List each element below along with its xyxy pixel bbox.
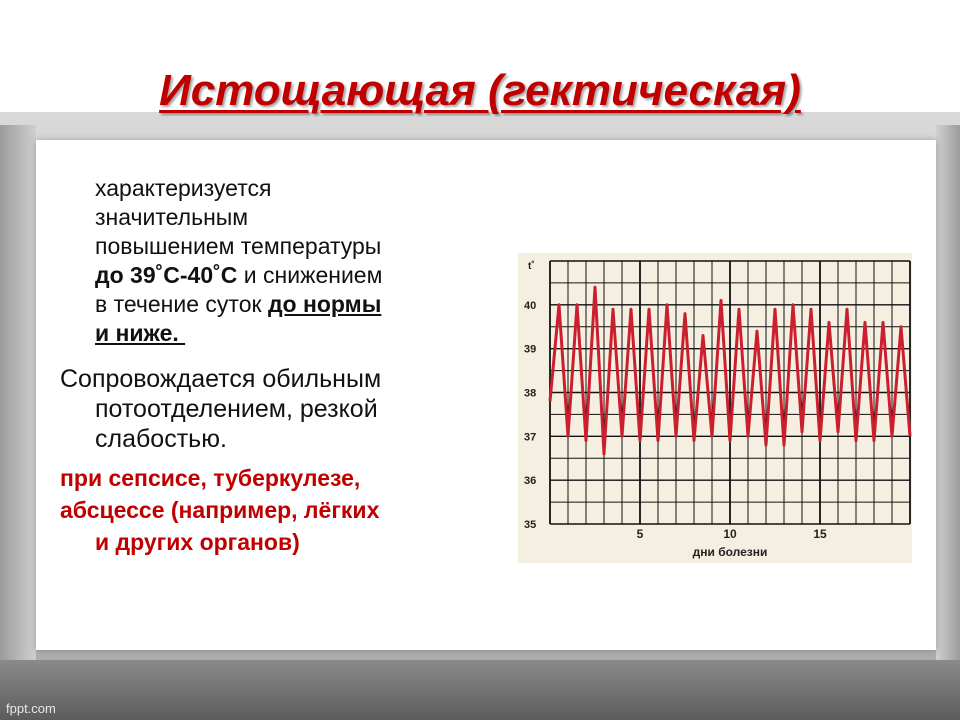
y-tick-label: 38: [524, 387, 537, 400]
y-tick-label: 35: [524, 519, 537, 531]
x-tick-label: 5: [636, 527, 644, 541]
paragraph-sweating: [60, 364, 510, 454]
text-line: потоотделением, резкой: [95, 395, 378, 423]
paragraph-diseases: [60, 462, 520, 558]
y-tick-label: 36: [524, 475, 537, 488]
x-tick-label: 10: [723, 527, 737, 541]
temperature-range: до 39˚С-40˚С: [95, 262, 238, 288]
text-line: [95, 261, 515, 290]
slide-footer: [0, 660, 960, 720]
text-line: повышением температуры: [95, 233, 382, 259]
footer-text: fppt.com: [6, 701, 56, 716]
temperature-chart: [518, 253, 912, 563]
emphasis-normal: до нормы: [267, 291, 382, 317]
text-fragment: в течение суток: [95, 291, 268, 317]
temperature-chart-svg: [518, 253, 912, 563]
text-line: абсцессе (например, лёгких: [60, 497, 380, 523]
chart-grid: [550, 261, 910, 524]
slide-frame-left-edge: [0, 125, 36, 665]
emphasis-below: и ниже.: [95, 320, 186, 346]
x-axis-label: дни болезни: [692, 545, 768, 559]
slide-title: Истощающая (гектическая): [159, 66, 801, 115]
text-line: Сопровождается обильным: [60, 365, 382, 393]
text-fragment: и снижением: [237, 262, 383, 288]
text-line: [95, 290, 515, 319]
text-line: и других органов): [95, 529, 300, 555]
y-tick-label: 39: [524, 343, 537, 356]
y-tick-label: 37: [524, 431, 537, 444]
text-line: значительным: [95, 204, 249, 230]
text-line: [95, 319, 515, 348]
x-tick-label: 15: [813, 527, 827, 541]
slide-frame-right-edge: [936, 125, 960, 665]
y-axis-label: t˚: [528, 261, 535, 272]
text-line: слабостью.: [95, 425, 227, 453]
y-tick-label: 40: [524, 299, 537, 312]
text-line: характеризуется: [95, 175, 272, 201]
text-line: при сепсисе, туберкулезе,: [60, 465, 361, 491]
paragraph-description: [95, 174, 515, 348]
